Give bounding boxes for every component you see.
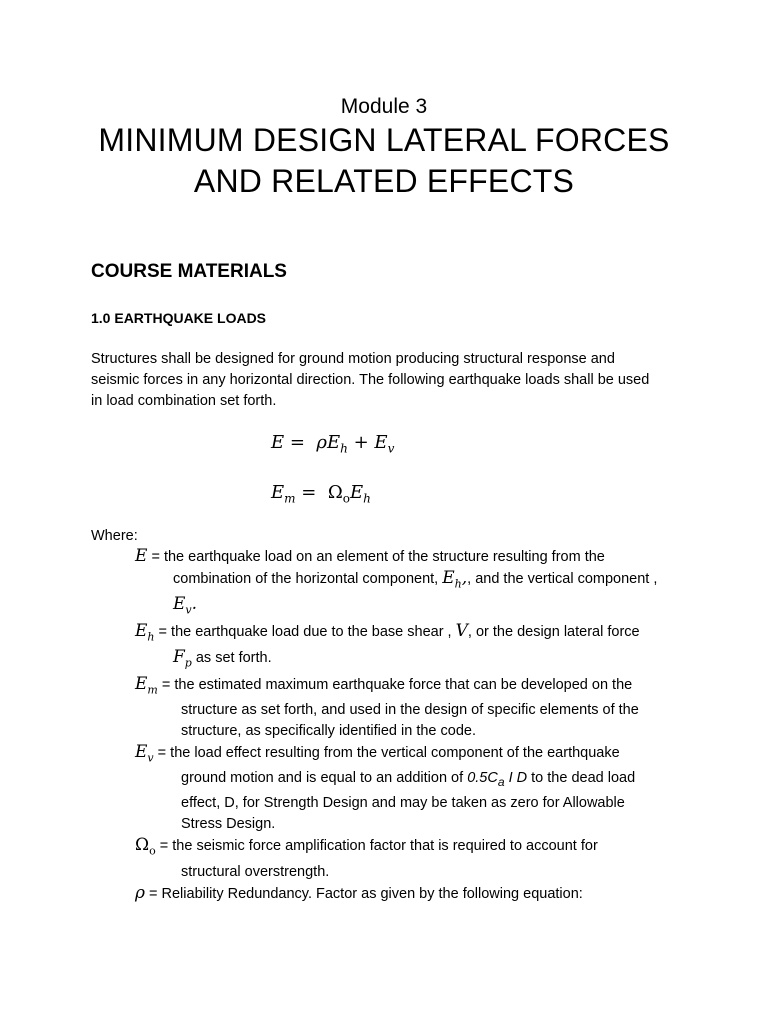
definition-e-line-2a: combination of the horizontal component,: [173, 571, 443, 587]
definition-em-line-3: structure, as specifically identified in the code.: [181, 722, 476, 739]
definition-eh-line-1b: , or the design lateral force: [467, 623, 640, 640]
definition-eh-line-2: as set forth.: [191, 650, 272, 667]
definition-ev-line-1: = the load effect resulting from the vertical component of the earthquake: [153, 744, 620, 761]
intro-line-3: in load combination set forth.: [91, 393, 277, 409]
symbol-e: E: [135, 546, 148, 566]
module-label: Module 3: [340, 95, 428, 118]
symbol-ev: $E_v$: [135, 741, 154, 765]
definition-em-line-1: = the estimated maximum earthquake force that can be developed on the: [157, 676, 633, 693]
definition-rho: [135, 883, 695, 905]
definition-ev-line-4: Stress Design.: [181, 816, 276, 833]
symbol-eh: $E_h$: [135, 620, 155, 644]
definition-omega: [135, 835, 695, 882]
symbol-omega: $\Omega_o$: [135, 835, 156, 858]
symbol-rho: ρ: [135, 882, 145, 903]
equation-em: $E_m = \Omega_oE_h$: [271, 482, 371, 506]
intro-paragraph: [91, 349, 691, 412]
definition-ev-line-2b: to the dead load: [527, 770, 636, 787]
definition-eh: $E_h$ = the earthquake load due to the base shear , V, or the design lateral force $F_p$ as set forth.: [135, 620, 640, 670]
title-line-1: MINIMUM DESIGN LATERAL FORCES: [98, 122, 670, 158]
definition-e-line-2b: , and the vertical component ,: [467, 571, 658, 587]
course-materials-heading: COURSE MATERIALS: [91, 261, 287, 282]
definition-ev-line-3: effect, D, for Strength Design and may be taken as zero for Allowable: [181, 795, 625, 812]
page-title: [0, 120, 768, 202]
definition-em: [135, 674, 695, 742]
definition-e-line-1: = the earthquake load on an element of the structure resulting from the: [147, 549, 605, 565]
definition-eh-line-1a: = the earthquake load due to the base shear ,: [154, 623, 456, 640]
definitions-list: [135, 546, 695, 905]
definition-em-line-2: structure as set forth, and used in the design of specific elements of the: [181, 701, 639, 718]
intro-line-2: seismic forces in any horizontal direction. The following earthquake loads shall be used: [91, 372, 650, 388]
definition-rho-line-1: = Reliability Redundancy. Factor as given by the following equation:: [145, 885, 583, 902]
definition-omega-line-1: = the seismic force amplification factor that is required to account for: [155, 838, 598, 855]
section-heading: 1.0 EARTHQUAKE LOADS: [91, 310, 267, 326]
definition-ev: [135, 742, 695, 835]
definition-omega-line-2: structural overstrength.: [181, 863, 330, 880]
equation-e: $E = \rho E_h + E_v$: [271, 432, 395, 456]
definition-ev-line-2a: ground motion and is equal to an addition of: [181, 770, 468, 787]
dead-load-formula: $0.5C_a$ I D: [467, 770, 528, 790]
intro-line-1: Structures shall be designed for ground motion producing structural response and: [91, 351, 615, 367]
title-line-2: AND RELATED EFFECTS: [193, 163, 575, 199]
definition-e: E = the earthquake load on an element of the structure resulting from the combination of the horizontal component, $E_h$,, and the vertical component , $E_v$.: [135, 546, 658, 617]
where-label: Where:: [91, 528, 138, 544]
symbol-em: $E_m$: [135, 673, 158, 696]
